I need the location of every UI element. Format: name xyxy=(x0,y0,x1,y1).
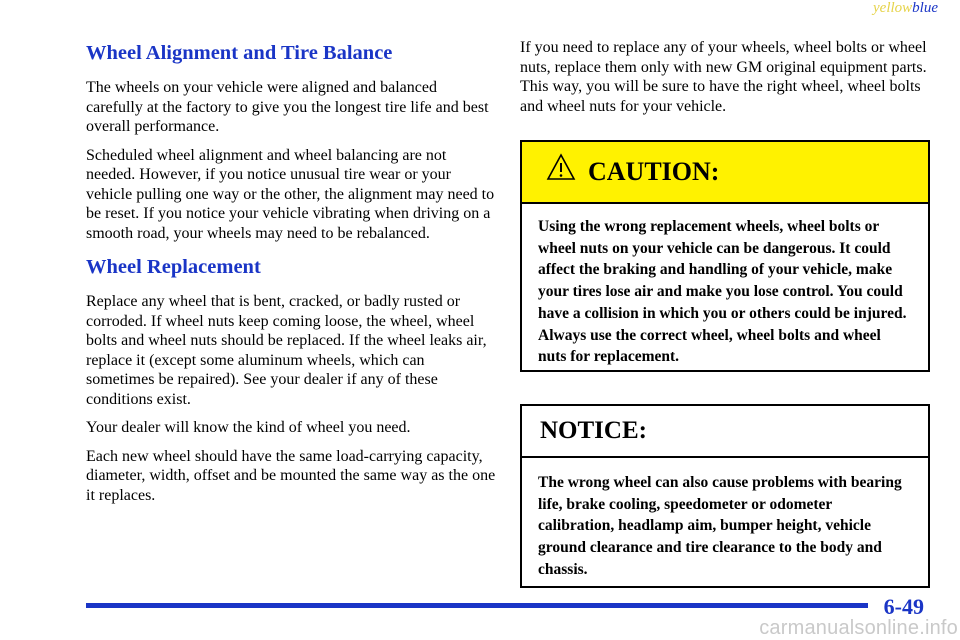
caution-header xyxy=(522,142,928,204)
page-number: 6-49 xyxy=(883,594,924,619)
footer-rule xyxy=(86,603,868,608)
replacement-paragraph: Your dealer will know the kind of wheel you need. xyxy=(86,419,411,436)
notice-body: The wrong wheel can also cause problems with bearing life, brake cooling, speedometer or odometer calibration, headlamp aim, bumper height, vehicle ground clearance and tire clearance to the body and chassis. xyxy=(538,474,902,578)
color-marker xyxy=(873,0,938,17)
replacement-paragraph: Each new wheel should have the same load‐carrying capacity, diameter, width, offset and be mounted the same way as the one it replaces. xyxy=(86,447,496,504)
notice-box xyxy=(520,404,930,588)
left-column xyxy=(86,38,496,514)
alignment-paragraph: The wheels on your vehicle were aligned and balanced carefully at the factory to give you the longest tire life and best overall performance. xyxy=(86,79,489,135)
alignment-heading: Wheel Alignment and Tire Balance xyxy=(86,42,393,64)
right-column xyxy=(520,38,932,124)
notice-title: NOTICE: xyxy=(540,417,647,444)
warning-triangle-icon xyxy=(546,153,576,181)
marker-blue-text: blue xyxy=(912,0,938,16)
replacement-heading: Wheel Replacement xyxy=(86,256,261,278)
caution-box xyxy=(520,140,930,372)
alignment-paragraph: Scheduled wheel alignment and wheel balancing are not needed. However, if you notice unusual tire wear or your vehicle pulling one way or the other, the alignment may need to be reset. If you notice your vehicle vibrating when driving on a smooth road, your wheels may need to be rebalanced. xyxy=(86,146,495,242)
marker-yellow-text: yellow xyxy=(873,0,913,16)
right-intro-paragraph: If you need to replace any of your wheels, wheel bolts or wheel nuts, replace them only with new GM original equipment parts. This way, you will be sure to have the right wheel, wheel bolts and wheel nuts for your vehicle. xyxy=(520,39,927,115)
caution-body: Using the wrong replacement wheels, wheel bolts or wheel nuts on your vehicle can be dangerous. It could affect the braking and handling of your vehicle, make your tires lose air and make you lose control. You could have a collision in which you or others could be injured. Always use the correct wheel, wheel bolts and wheel nuts for replacement. xyxy=(538,218,907,366)
replacement-paragraph: Replace any wheel that is bent, cracked, or badly rusted or corroded. If wheel nuts keep coming loose, the wheel, wheel bolts and wheel nuts should be replaced. If the wheel leaks air, replace it (except some aluminum wheels, which can sometimes be repaired). See your dealer if any of these conditions exist. xyxy=(86,293,487,408)
caution-title: CAUTION: xyxy=(588,157,720,186)
notice-header xyxy=(522,406,928,458)
watermark: carmanualsonline.info xyxy=(759,617,958,639)
